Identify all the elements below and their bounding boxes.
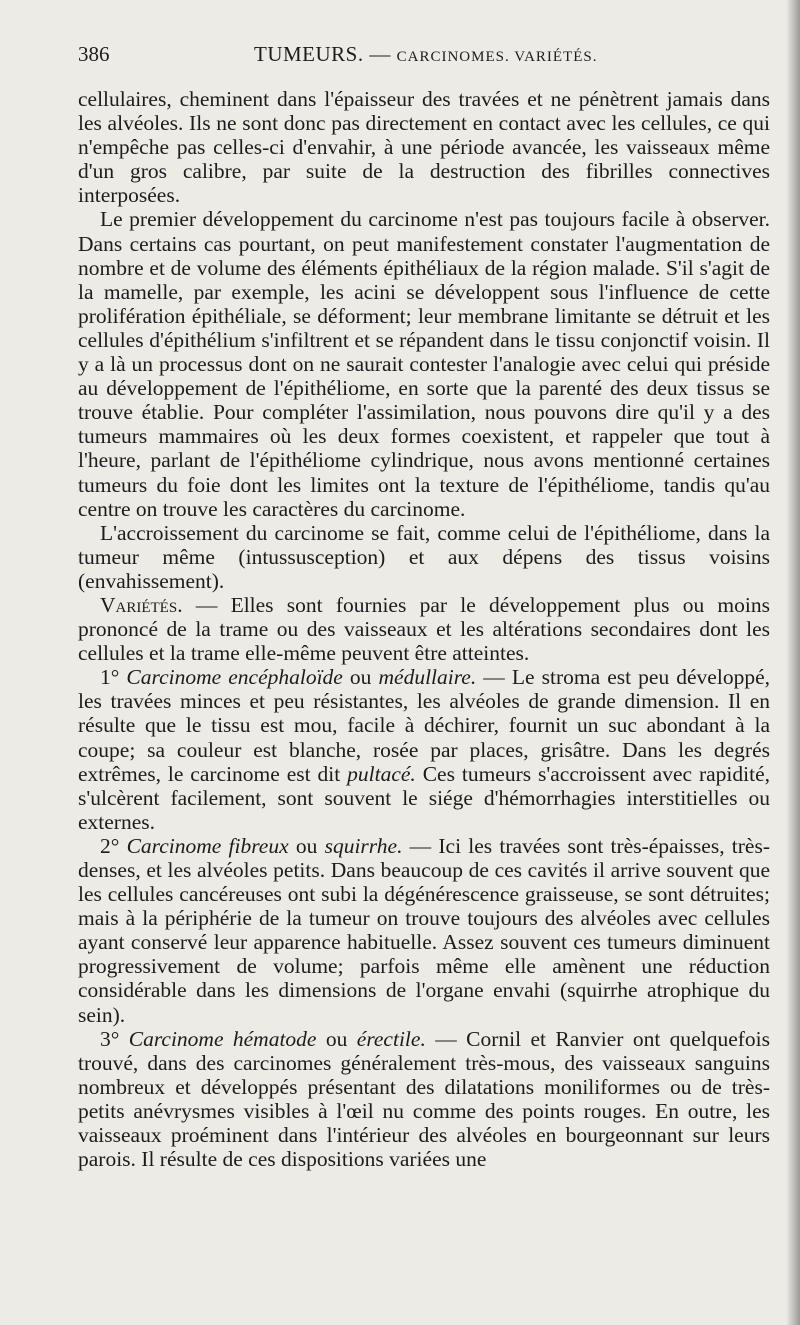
item-title: Carcinome fibreux <box>126 833 289 858</box>
item-or: ou <box>342 665 379 690</box>
paragraph-encephaloid <box>78 665 770 834</box>
running-title <box>254 42 598 67</box>
varieties-text: — Elles sont fournies par le développement plus ou moins prononcé de la trame ou des vaisseaux et les altérations secondaires dont les cellules et la trame elle-même peuvent être atteintes. <box>78 592 770 666</box>
title-dash: — <box>363 42 397 66</box>
page-number: 386 <box>78 42 110 66</box>
item-title-alt: érectile. <box>356 1026 426 1051</box>
paragraph-varieties <box>78 593 770 665</box>
paragraph-growth: L'accroissement du carcinome se fait, comme celui de l'épithéliome, dans la tumeur même (intussusception) et aux dépens des tissus voisins (envahissement). <box>78 520 770 593</box>
item-text: — Ici les travées sont très-épaisses, très-denses, et les alvéoles petits. Dans beaucoup de ces cavités il arrive souvent que les cellules cancéreuses ont subi la dégénérescence graisseuse, se sont détruites; mais à la périphérie de la tumeur on trouve toujours des alvéoles avec cellules ayant conservé leur apparence habituelle. Assez souvent ces tumeurs diminuent progressivement de volume; parfois même elle amènent une réduction considérable dans les dimensions de l'organe envahi (squirrhe atrophique du sein). <box>78 833 770 1027</box>
item-number: 3° <box>100 1026 129 1051</box>
item-or: ou <box>288 833 325 858</box>
item-text: — Cornil et Ranvier ont quelquefois trouvé, dans des carcinomes généralement très-mous, des vaisseaux sanguins nombreux et développés présentant des dilatations moniliformes ou de très-petits anévrysmes visibles à l'œil nu comme des points rouges. En outre, les vaisseaux proéminent dans l'intérieur des alvéoles en bourgeonnant sur leurs parois. Il résulte de ces dispositions variées une <box>78 1026 770 1172</box>
varieties-label: Variétés. <box>100 592 183 617</box>
item-text: — Le stroma est peu développé, les travées minces et peu résistantes, les alvéoles de grande dimension. Il en résulte que le tissu est mou, facile à déchirer, fournit un suc abondant à la coupe; sa couleur est blanche, rosée par places, grisâtre. Dans les degrés extrêmes, le carcinome est dit <box>78 665 770 786</box>
title-sub: CARCINOMES. VARIÉTÉS. <box>396 49 598 65</box>
paragraph-fibrous <box>78 834 770 1027</box>
paragraph-development: Le premier développement du carcinome n'est pas toujours facile à observer. Dans certains cas pourtant, on peut manifestement constater l'augmentation de nombre et de volume des éléments épithéliaux de la région malade. S'il s'agit de la mamelle, par exemple, les acini se développent sous l'influence de cette prolifération épithéliale, se déforment; leur membrane limitante se détruit et les cellules d'épithélium s'infiltrent et se répandent dans le tissu conjonctif voisin. Il y a là un processus dont on ne saurait contester l'analogie avec celui qui préside au développement de l'épithéliome, en sorte que la parenté des deux tissus se trouve établie. Pour compléter l'assimilation, nous pouvons dire qu'il y a des tumeurs mammaires où les deux formes coexistent, et rappeler que tout à l'heure, parlant de l'épithéliome cylindrique, nous avons mentionné certaines tumeurs du foie dont les limites ont la texture de l'épithéliome, tandis qu'au centre on trouve les caractères du carcinome. <box>78 207 770 521</box>
paragraph-continuation: cellulaires, cheminent dans l'épaisseur des travées et ne pénètrent jamais dans les alvéoles. Ils ne sont donc pas directement en contact avec les cellules, ce qui n'empêche pas celles-ci d'envahir, à une période avancée, les vaisseaux même d'un gros calibre, par suite de la destruction des fibrilles connectives interposées. <box>78 87 770 208</box>
running-header <box>78 42 770 67</box>
item-title: Carcinome hématode <box>128 1026 317 1051</box>
paragraph-hematode <box>78 1027 770 1172</box>
item-title: Carcinome encéphaloïde <box>126 665 343 690</box>
body-text <box>78 87 770 1171</box>
item-number: 2° <box>100 833 127 858</box>
item-title-alt: squirrhe. <box>324 833 403 858</box>
item-or: ou <box>316 1026 357 1051</box>
item-title-alt: médullaire. <box>378 665 477 690</box>
item-term: pultacé. <box>347 761 416 786</box>
item-number: 1° <box>100 665 127 690</box>
title-main: TUMEURS. <box>254 42 364 66</box>
item-text-cont: Ces tumeurs s'accroissent avec rapidité, s'ulcèrent facilement, sont souvent le siége d'hémorrhagies interstitielles ou externes. <box>78 761 770 834</box>
